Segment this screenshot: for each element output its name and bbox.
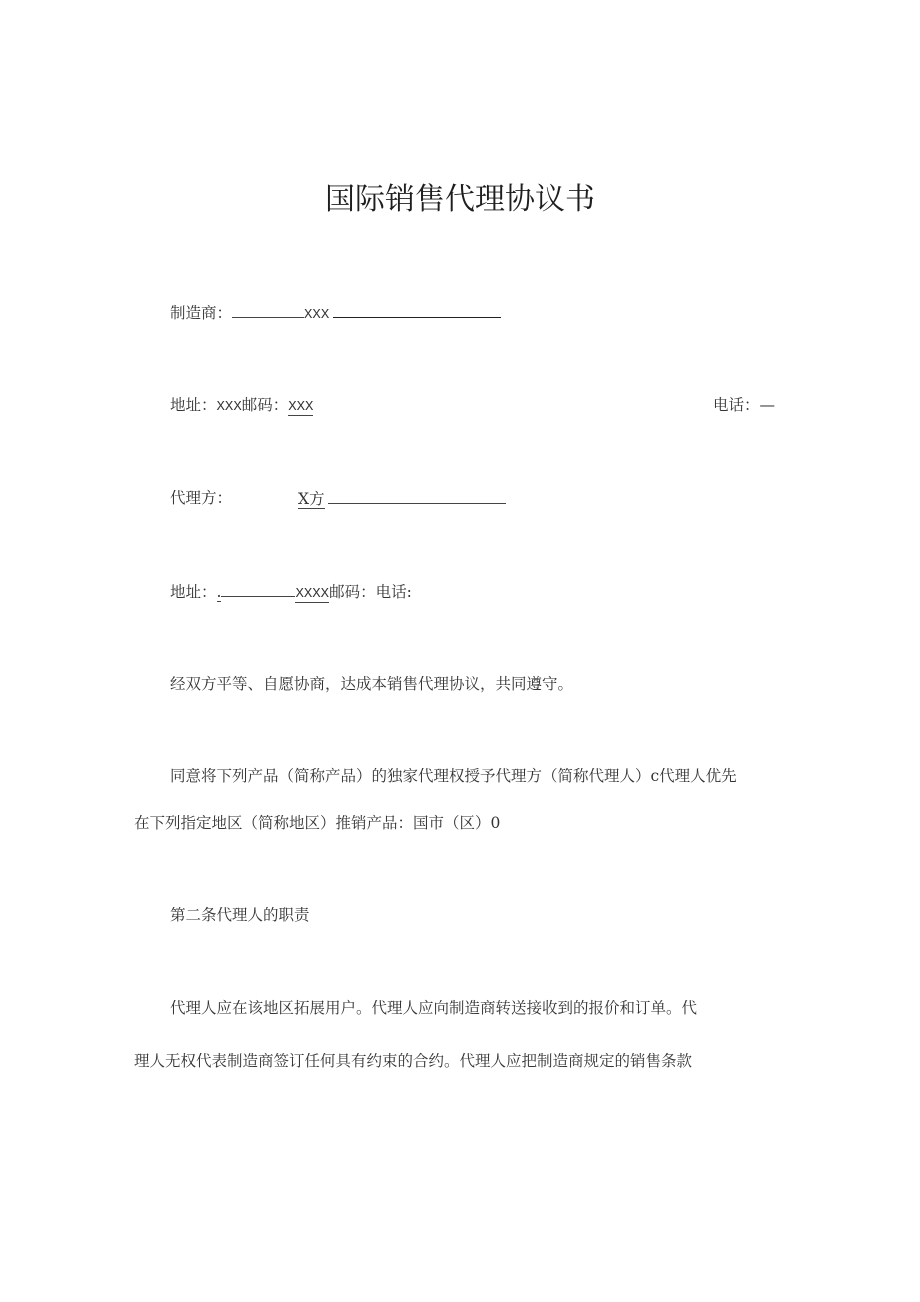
manufacturer-phone: [713, 395, 775, 415]
agent-phone-label: 电话:: [375, 583, 412, 601]
duties-paragraph-line-2: 理人无权代表制造商签订任何具有约束的合约。代理人应把制造商规定的销售条款: [134, 1052, 693, 1070]
agent-postal-label: 邮码：: [329, 583, 376, 601]
manufacturer-phone-value: —: [759, 396, 776, 414]
manufacturer-address-value: XXX: [216, 399, 242, 415]
manufacturer-postal-label: 邮码：: [241, 396, 289, 414]
manufacturer-postal-value: XXX: [288, 399, 314, 415]
agent-address-label: 地址：: [170, 583, 217, 601]
manufacturer-address-line: [170, 395, 313, 417]
manufacturer-address-label: 地址：: [170, 396, 217, 414]
manufacturer-label: 制造商：: [170, 304, 233, 322]
grant-paragraph-line-1: 同意将下列产品（简称产品）的独家代理权授予代理方（简称代理人）c代理人优先: [170, 767, 737, 785]
manufacturer-blank-right: [333, 302, 501, 318]
manufacturer-blank-left: [232, 302, 304, 318]
agent-line: [170, 488, 232, 508]
agent-label: 代理方：: [170, 489, 233, 507]
agent-address-prefix: .: [216, 583, 222, 601]
agent-address-line: [170, 581, 412, 604]
manufacturer-line: [170, 302, 501, 325]
manufacturer-phone-label: 电话：: [713, 396, 760, 414]
document-title: 国际销售代理协议书: [325, 182, 595, 217]
intro-paragraph: 经双方平等、自愿协商，达成本销售代理协议，共同遵守。: [170, 675, 574, 693]
grant-paragraph-line-2: 在下列指定地区（简称地区）推销产品：国市（区）0: [134, 814, 501, 832]
agent-value-line: [298, 488, 506, 509]
article-2-heading: 第二条代理人的职责: [170, 906, 310, 924]
agent-value: X方: [298, 490, 325, 508]
duties-paragraph-line-1: 代理人应在该地区拓展用户。代理人应向制造商转送接收到的报价和订单。代: [170, 999, 698, 1017]
agent-blank: [328, 488, 506, 504]
agent-address-value: XXXX: [295, 586, 330, 602]
manufacturer-value: XXX: [304, 307, 330, 323]
agent-address-blank: [221, 581, 295, 597]
